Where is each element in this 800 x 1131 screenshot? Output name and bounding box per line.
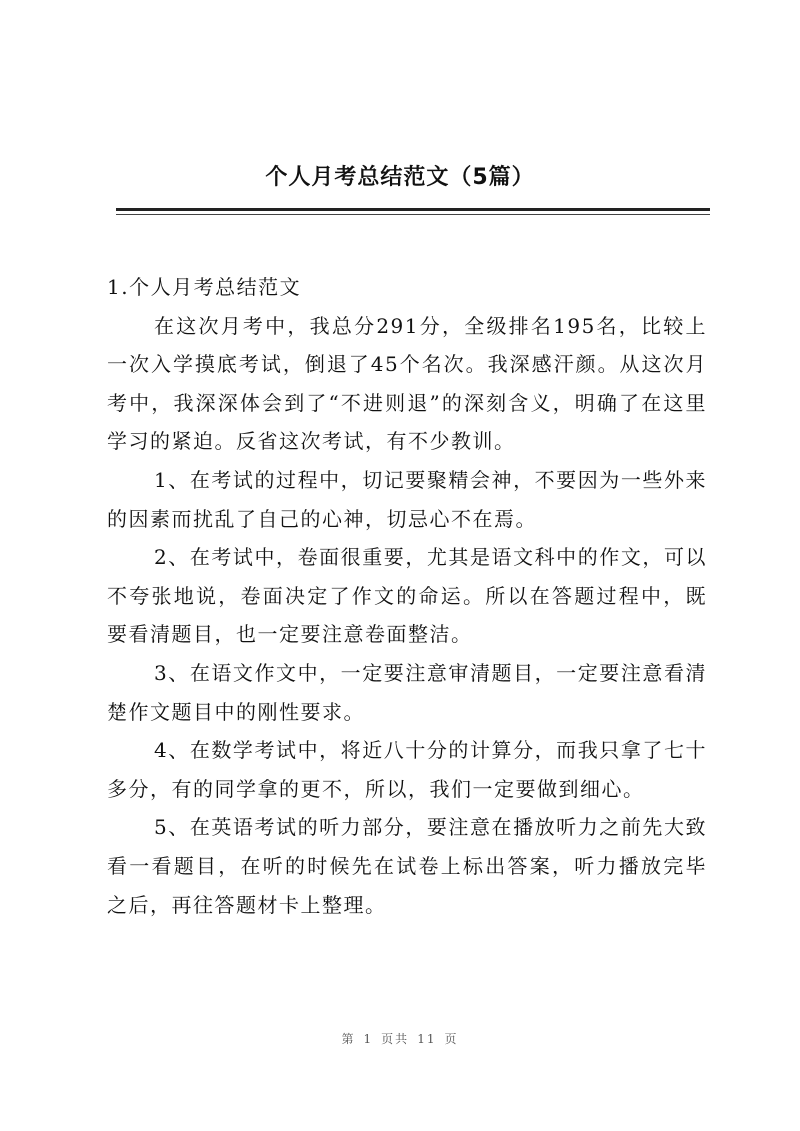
title-divider-thick	[116, 208, 710, 211]
paragraph-intro: 在这次月考中，我总分291分，全级排名195名，比较上一次入学摸底考试，倒退了45个名次。我深感汗颜。从这次月考中，我深深体会到了“不进则退”的深刻含义，明确了在这里学习的紧迫。反省这次考试，有不少教训。	[107, 313, 707, 454]
title-divider-thin	[116, 214, 710, 215]
footer-total-pages: 11	[417, 1032, 437, 1046]
footer-prefix: 第	[341, 1032, 356, 1046]
section-heading: 1.个人月考总结范文	[107, 275, 302, 299]
footer-mid: 页共	[381, 1032, 410, 1046]
paragraph-point-2: 2、在考试中，卷面很重要，尤其是语文科中的作文，可以不夸张地说，卷面决定了作文的命运。所以在答题过程中，既要看清题目，也一定要注意卷面整洁。	[107, 545, 707, 647]
paragraph-point-3: 3、在语文作文中，一定要注意审清题目，一定要注意看清楚作文题目中的刚性要求。	[107, 660, 707, 724]
footer-suffix: 页	[444, 1032, 459, 1046]
footer-page-number: 1	[363, 1032, 374, 1046]
document-title: 个人月考总结范文（5篇）	[265, 165, 535, 190]
paragraph-point-1: 1、在考试的过程中，切记要聚精会神，不要因为一些外来的因素而扰乱了自己的心神，切忌心不在焉。	[107, 467, 707, 531]
document-body	[107, 268, 707, 924]
paragraph-point-5: 5、在英语考试的听力部分，要注意在播放听力之前先大致看一看题目，在听的时候先在试卷上标出答案，听力播放完毕之后，再往答题材卡上整理。	[107, 815, 707, 917]
page-footer	[0, 1030, 800, 1047]
paragraph-point-4: 4、在数学考试中，将近八十分的计算分，而我只拿了七十多分，有的同学拿的更不，所以，我们一定要做到细心。	[107, 738, 707, 801]
